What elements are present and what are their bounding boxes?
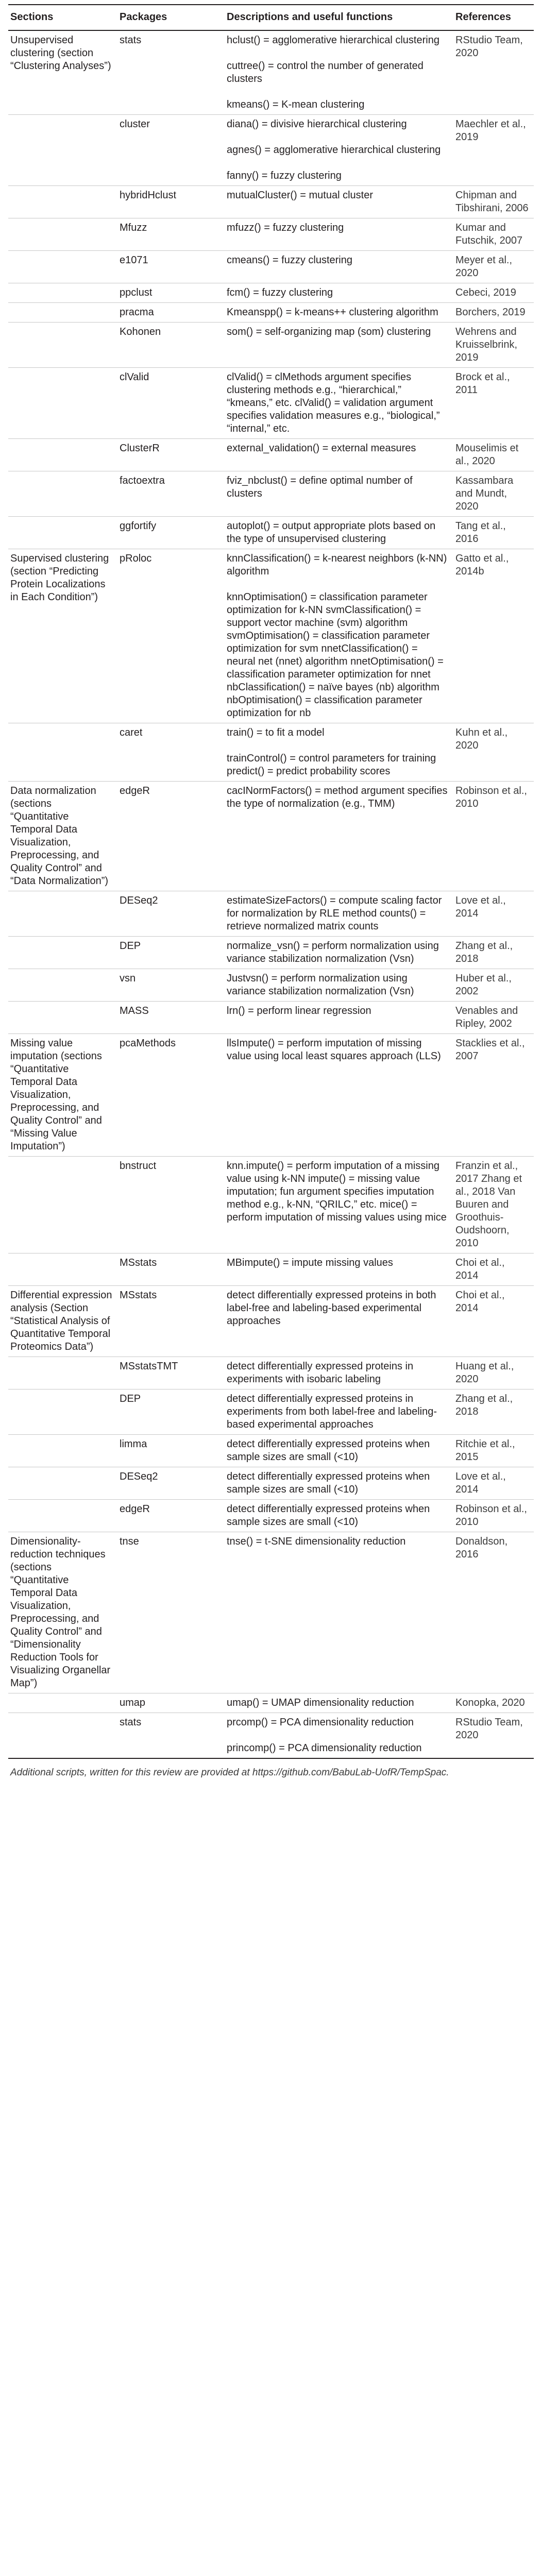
header-packages: Packages bbox=[117, 5, 225, 30]
cell-reference: Robinson et al., 2010 bbox=[453, 1500, 534, 1532]
cell-package: pcaMethods bbox=[117, 1034, 225, 1157]
cell-description bbox=[225, 471, 453, 517]
cell-package: stats bbox=[117, 1713, 225, 1759]
function-entry: autoplot() = output appropriate plots based on the type of unsupervised clustering bbox=[227, 520, 436, 545]
table-row bbox=[8, 1253, 534, 1286]
cell-section bbox=[8, 218, 117, 251]
function-entry: detect differentially expressed proteins when sample sizes are small (<10) bbox=[227, 1503, 430, 1528]
cell-section bbox=[8, 439, 117, 471]
function-entry: kmeans() = K-mean clustering bbox=[227, 99, 365, 110]
table-row bbox=[8, 368, 534, 439]
function-entry: Kmeanspp() = k-means++ clustering algorithm bbox=[227, 307, 438, 318]
function-entry: Justvsn() = perform normalization using variance stabilization normalization (Vsn) bbox=[227, 973, 414, 997]
table-row bbox=[8, 1435, 534, 1467]
table-row bbox=[8, 251, 534, 283]
cell-reference: Huang et al., 2020 bbox=[453, 1357, 534, 1389]
cell-description bbox=[225, 1693, 453, 1713]
cell-section bbox=[8, 186, 117, 218]
cell-reference: Franzin et al., 2017 Zhang et al., 2018 Van Buuren and Groothuis-Oudshoorn, 2010 bbox=[453, 1157, 534, 1253]
function-entry: diana() = divisive hierarchical clustering bbox=[227, 118, 407, 130]
packages-table bbox=[8, 4, 534, 1759]
table-row bbox=[8, 549, 534, 723]
cell-description bbox=[225, 283, 453, 303]
table-body bbox=[8, 30, 534, 1758]
cell-section bbox=[8, 937, 117, 969]
table-row bbox=[8, 471, 534, 517]
cell-package: bnstruct bbox=[117, 1157, 225, 1253]
cell-section bbox=[8, 471, 117, 517]
header-references: References bbox=[453, 5, 534, 30]
table-row bbox=[8, 891, 534, 937]
cell-reference: Choi et al., 2014 bbox=[453, 1286, 534, 1357]
function-entry: train() = to fit a model bbox=[227, 727, 325, 738]
cell-description bbox=[225, 1253, 453, 1286]
function-entry: fviz_nbclust() = define optimal number of clusters bbox=[227, 475, 413, 499]
cell-description bbox=[225, 1286, 453, 1357]
cell-reference: Gatto et al., 2014b bbox=[453, 549, 534, 723]
function-entry: clValid() = clMethods argument specifies clustering methods e.g., “hierarchical,” “kmeans,” etc. clValid() = validation argument specifies validation measures e.g., “biological,” “internal,” etc. bbox=[227, 371, 440, 434]
cell-reference: Brock et al., 2011 bbox=[453, 368, 534, 439]
cell-reference: Stacklies et al., 2007 bbox=[453, 1034, 534, 1157]
function-entry: estimateSizeFactors() = compute scaling factor for normalization by RLE method counts() = retrieve normalized matrix counts bbox=[227, 895, 442, 932]
cell-description bbox=[225, 251, 453, 283]
cell-description bbox=[225, 1389, 453, 1435]
cell-section bbox=[8, 1500, 117, 1532]
cell-package: Kohonen bbox=[117, 323, 225, 368]
function-entry: lrn() = perform linear regression bbox=[227, 1005, 371, 1016]
function-entry: fcm() = fuzzy clustering bbox=[227, 287, 333, 298]
function-entry: cmeans() = fuzzy clustering bbox=[227, 255, 352, 266]
table-row bbox=[8, 969, 534, 1002]
cell-description bbox=[225, 323, 453, 368]
cell-package: DESeq2 bbox=[117, 1467, 225, 1500]
function-entry: detect differentially expressed proteins in experiments with isobaric labeling bbox=[227, 1361, 414, 1385]
header-sections: Sections bbox=[8, 5, 117, 30]
table-row bbox=[8, 30, 534, 115]
cell-package: edgeR bbox=[117, 782, 225, 891]
cell-section bbox=[8, 368, 117, 439]
cell-section bbox=[8, 283, 117, 303]
cell-section bbox=[8, 723, 117, 782]
table-row bbox=[8, 723, 534, 782]
table-row bbox=[8, 303, 534, 323]
cell-package: ggfortify bbox=[117, 517, 225, 549]
cell-description bbox=[225, 303, 453, 323]
cell-reference: Kassambara and Mundt, 2020 bbox=[453, 471, 534, 517]
function-entry: detect differentially expressed proteins when sample sizes are small (<10) bbox=[227, 1471, 430, 1495]
function-entry: hclust() = agglomerative hierarchical clustering bbox=[227, 35, 439, 46]
cell-section: Unsupervised clustering (section “Clustering Analyses”) bbox=[8, 30, 117, 115]
footnote: Additional scripts, written for this review are provided at https://github.com/BabuLab-UofR/TempSpac. bbox=[10, 1767, 449, 1778]
function-entry: fanny() = fuzzy clustering bbox=[227, 170, 342, 181]
cell-package: vsn bbox=[117, 969, 225, 1002]
cell-description bbox=[225, 723, 453, 782]
cell-description bbox=[225, 937, 453, 969]
cell-package: ppclust bbox=[117, 283, 225, 303]
cell-package: Mfuzz bbox=[117, 218, 225, 251]
cell-section: Dimensionality-reduction techniques (sections “Quantitative Temporal Data Visualization, Preprocessing, and Quality Control” and “Dimensionality Reduction Tools for Visualizing Organellar Map”) bbox=[8, 1532, 117, 1693]
cell-section bbox=[8, 1435, 117, 1467]
cell-package: pracma bbox=[117, 303, 225, 323]
function-entry: llsImpute() = perform imputation of missing value using local least squares approach (LLS) bbox=[227, 1038, 441, 1062]
table-row bbox=[8, 186, 534, 218]
cell-package: ClusterR bbox=[117, 439, 225, 471]
cell-section bbox=[8, 115, 117, 186]
function-entry: cacINormFactors() = method argument specifies the type of normalization (e.g., TMM) bbox=[227, 785, 448, 809]
table-row bbox=[8, 1500, 534, 1532]
cell-package: DEP bbox=[117, 1389, 225, 1435]
cell-section bbox=[8, 1693, 117, 1713]
cell-reference: Choi et al., 2014 bbox=[453, 1253, 534, 1286]
cell-package: MASS bbox=[117, 1002, 225, 1034]
cell-section bbox=[8, 1253, 117, 1286]
function-entry: knnOptimisation() = classification parameter optimization for k-NN svmClassification() = support vector machine (svm) algorithm svmOptimisation() = classification parameter optimization for svm nnetClassification() = neural net (nnet) algorithm nnetOptimisation() = classification parameter optimization for nnet nbClassification() = naïve bayes (nb) algorithm nbOptimisation() = classification parameter optimization for nb bbox=[227, 591, 444, 719]
cell-section bbox=[8, 1357, 117, 1389]
function-entry: som() = self-organizing map (som) clustering bbox=[227, 326, 431, 337]
header-row bbox=[8, 5, 534, 30]
function-entry: trainControl() = control parameters for training predict() = predict probability scores bbox=[227, 753, 436, 777]
cell-section: Data normalization (sections “Quantitative Temporal Data Visualization, Preprocessing, and Quality Control” and “Data Normalization”) bbox=[8, 782, 117, 891]
cell-package: MSstats bbox=[117, 1253, 225, 1286]
function-entry: knn.impute() = perform imputation of a missing value using k-NN impute() = missing value imputation; fun argument specifies imputation method e.g., k-NN, “QRILC,” etc. mice() = perform imputation of missing values using mice bbox=[227, 1160, 447, 1223]
cell-package: stats bbox=[117, 30, 225, 115]
cell-package: MSstatsTMT bbox=[117, 1357, 225, 1389]
cell-reference: Meyer et al., 2020 bbox=[453, 251, 534, 283]
cell-section bbox=[8, 303, 117, 323]
table-row bbox=[8, 218, 534, 251]
cell-reference: Robinson et al., 2010 bbox=[453, 782, 534, 891]
cell-section bbox=[8, 251, 117, 283]
cell-description bbox=[225, 1500, 453, 1532]
cell-package: pRoloc bbox=[117, 549, 225, 723]
cell-section bbox=[8, 1002, 117, 1034]
function-entry: MBimpute() = impute missing values bbox=[227, 1257, 393, 1268]
cell-section bbox=[8, 969, 117, 1002]
table-row bbox=[8, 1389, 534, 1435]
cell-description bbox=[225, 1002, 453, 1034]
table-container bbox=[8, 0, 534, 1780]
table-row bbox=[8, 1467, 534, 1500]
cell-section bbox=[8, 1389, 117, 1435]
function-entry: mutualCluster() = mutual cluster bbox=[227, 190, 373, 201]
cell-description bbox=[225, 439, 453, 471]
cell-reference: Mouselimis et al., 2020 bbox=[453, 439, 534, 471]
function-entry: tnse() = t-SNE dimensionality reduction bbox=[227, 1536, 406, 1547]
cell-package: hybridHclust bbox=[117, 186, 225, 218]
cell-description bbox=[225, 186, 453, 218]
cell-package: umap bbox=[117, 1693, 225, 1713]
cell-reference: Borchers, 2019 bbox=[453, 303, 534, 323]
function-entry: cuttree() = control the number of generated clusters bbox=[227, 60, 424, 84]
function-entry: detect differentially expressed proteins in both label-free and labeling-based experimental approaches bbox=[227, 1290, 436, 1327]
function-entry: prcomp() = PCA dimensionality reduction bbox=[227, 1717, 414, 1728]
function-entry: external_validation() = external measures bbox=[227, 443, 416, 454]
function-entry: mfuzz() = fuzzy clustering bbox=[227, 222, 344, 233]
cell-reference: Tang et al., 2016 bbox=[453, 517, 534, 549]
cell-package: factoextra bbox=[117, 471, 225, 517]
header-descriptions: Descriptions and useful functions bbox=[225, 5, 453, 30]
cell-section bbox=[8, 517, 117, 549]
cell-description bbox=[225, 1435, 453, 1467]
cell-description bbox=[225, 517, 453, 549]
table-row bbox=[8, 1286, 534, 1357]
cell-package: MSstats bbox=[117, 1286, 225, 1357]
cell-reference: Zhang et al., 2018 bbox=[453, 1389, 534, 1435]
cell-description bbox=[225, 1034, 453, 1157]
cell-package: caret bbox=[117, 723, 225, 782]
table-row bbox=[8, 1713, 534, 1759]
cell-description bbox=[225, 891, 453, 937]
cell-reference: Love et al., 2014 bbox=[453, 1467, 534, 1500]
cell-description bbox=[225, 115, 453, 186]
table-row bbox=[8, 115, 534, 186]
cell-reference: Chipman and Tibshirani, 2006 bbox=[453, 186, 534, 218]
function-entry: detect differentially expressed proteins in experiments from both label-free and labeling-based experimental approaches bbox=[227, 1393, 437, 1430]
function-entry: knnClassification() = k-nearest neighbors (k-NN) algorithm bbox=[227, 553, 447, 577]
table-row bbox=[8, 283, 534, 303]
table-row bbox=[8, 1357, 534, 1389]
function-entry: normalize_vsn() = perform normalization using variance stabilization normalization (Vsn) bbox=[227, 940, 439, 964]
cell-reference: RStudio Team, 2020 bbox=[453, 30, 534, 115]
cell-description bbox=[225, 1467, 453, 1500]
table-row bbox=[8, 1532, 534, 1693]
cell-reference: Kuhn et al., 2020 bbox=[453, 723, 534, 782]
cell-package: e1071 bbox=[117, 251, 225, 283]
cell-reference: Cebeci, 2019 bbox=[453, 283, 534, 303]
cell-reference: Konopka, 2020 bbox=[453, 1693, 534, 1713]
cell-description bbox=[225, 1357, 453, 1389]
table-row bbox=[8, 1693, 534, 1713]
cell-description bbox=[225, 1713, 453, 1759]
cell-reference: Donaldson, 2016 bbox=[453, 1532, 534, 1693]
cell-description bbox=[225, 1157, 453, 1253]
function-entry: princomp() = PCA dimensionality reduction bbox=[227, 1742, 422, 1754]
cell-section bbox=[8, 1467, 117, 1500]
cell-package: tnse bbox=[117, 1532, 225, 1693]
cell-package: DEP bbox=[117, 937, 225, 969]
cell-reference: Huber et al., 2002 bbox=[453, 969, 534, 1002]
cell-section bbox=[8, 891, 117, 937]
cell-description bbox=[225, 30, 453, 115]
cell-description bbox=[225, 368, 453, 439]
cell-section bbox=[8, 1157, 117, 1253]
table-row bbox=[8, 782, 534, 891]
cell-reference: Venables and Ripley, 2002 bbox=[453, 1002, 534, 1034]
cell-reference: Wehrens and Kruisselbrink, 2019 bbox=[453, 323, 534, 368]
cell-reference: Love et al., 2014 bbox=[453, 891, 534, 937]
cell-section: Missing value imputation (sections “Quantitative Temporal Data Visualization, Preprocessing, and Quality Control” and “Missing Value Imputation”) bbox=[8, 1034, 117, 1157]
table-header bbox=[8, 5, 534, 30]
cell-reference: Zhang et al., 2018 bbox=[453, 937, 534, 969]
table-row bbox=[8, 439, 534, 471]
cell-description bbox=[225, 969, 453, 1002]
table-row bbox=[8, 323, 534, 368]
function-entry: agnes() = agglomerative hierarchical clustering bbox=[227, 144, 441, 156]
cell-description bbox=[225, 549, 453, 723]
cell-reference: Ritchie et al., 2015 bbox=[453, 1435, 534, 1467]
function-entry: detect differentially expressed proteins when sample sizes are small (<10) bbox=[227, 1438, 430, 1463]
cell-section: Differential expression analysis (Section “Statistical Analysis of Quantitative Temporal Proteomics Data”) bbox=[8, 1286, 117, 1357]
cell-package: edgeR bbox=[117, 1500, 225, 1532]
cell-section: Supervised clustering (section “Predicting Protein Localizations in Each Condition”) bbox=[8, 549, 117, 723]
table-row bbox=[8, 517, 534, 549]
table-row bbox=[8, 937, 534, 969]
cell-section bbox=[8, 1713, 117, 1759]
cell-package: DESeq2 bbox=[117, 891, 225, 937]
cell-section bbox=[8, 323, 117, 368]
cell-package: cluster bbox=[117, 115, 225, 186]
cell-package: clValid bbox=[117, 368, 225, 439]
cell-description bbox=[225, 1532, 453, 1693]
cell-reference: Kumar and Futschik, 2007 bbox=[453, 218, 534, 251]
cell-description bbox=[225, 782, 453, 891]
table-row bbox=[8, 1002, 534, 1034]
function-entry: umap() = UMAP dimensionality reduction bbox=[227, 1697, 414, 1708]
table-row bbox=[8, 1034, 534, 1157]
cell-reference: RStudio Team, 2020 bbox=[453, 1713, 534, 1759]
table-row bbox=[8, 1157, 534, 1253]
cell-description bbox=[225, 218, 453, 251]
cell-reference: Maechler et al., 2019 bbox=[453, 115, 534, 186]
cell-package: limma bbox=[117, 1435, 225, 1467]
